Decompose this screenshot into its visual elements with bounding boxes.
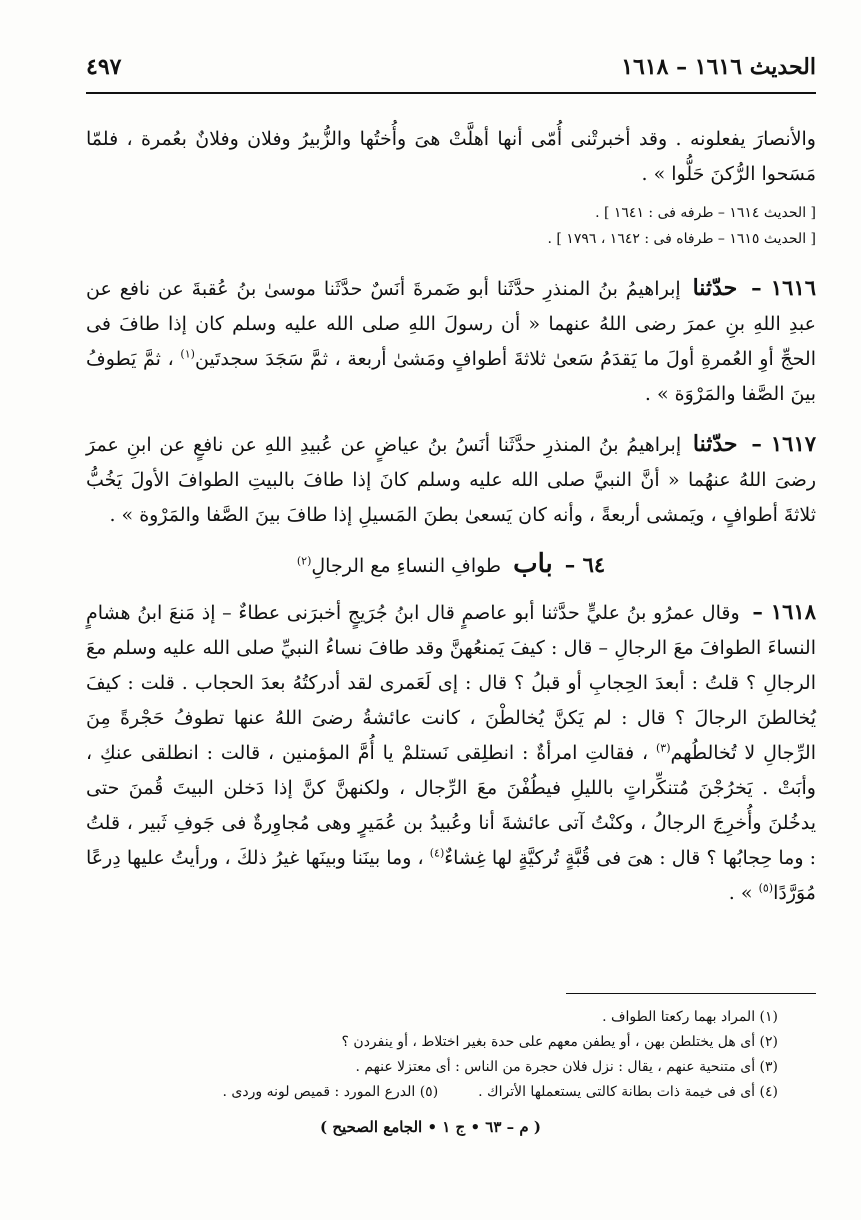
hadith-number: ١٦١٦ – (751, 275, 817, 300)
hadith-text: إبراهيمُ بنُ المنذرِ حدَّثَنا أبو ضَمرةَ أنَسٌ حدَّثَنا موسىٰ بنُ عُقبةَ عن نافع عن عبدِ اللهِ بنِ عمرَ رضى اللهُ عنهما « أن رسولَ اللهِ صلى الله عليه وسلم كان إذا طافَ فى الحجِّ أوِ العُمرةِ أولَ ما يَقدَمُ سَعىٰ ثلاثةَ أطوافٍ ومَشىٰ أربعة ، ثمَّ سَجَدَ سجدتَين (86, 278, 816, 370)
continuation-paragraph: والأنصارَ يفعلونه . وقد أخبرتْنى أُمّى أنها أهلَّتْ هىَ وأُختُها والزُّبيرُ وفلان وفلانٌ بعُمرة ، فلمّا مَسَحوا الرُّكنَ حَلُّوا » . (86, 128, 816, 185)
hadith-number: ١٦١٧ – (751, 431, 817, 456)
chapter-title: طوافِ النساءِ مع الرجالِ (311, 555, 502, 577)
hadith-text-end: » . (728, 882, 753, 904)
hadith-number: ١٦١٨ – (752, 599, 816, 624)
footnote-marker[interactable]: (٣) (655, 741, 671, 755)
footnote-marker[interactable]: (٥) (758, 881, 774, 895)
hadith-text: إبراهيمُ بنُ المنذرِ حدَّثَنا أنَسُ بنُ عياضٍ عن عُبيدِ اللهِ عن نافعٍ عن ابنِ عمرَ رضىَ اللهُ عنهُما « أنَّ النبيَّ صلى الله عليه وسلم كانَ إذا طافَ بالبيتِ الطوافَ الأولَ يَخُبُّ ثلاثةَ أطوافٍ ، ويَمشى أربعةً ، وأنه كان يَسعىٰ بطنَ المَسيلِ إذا طافَ بينَ الصَّفا والمَرْوة » . (86, 434, 816, 526)
chapter-bab-word: باب (513, 549, 553, 579)
haddathana-word: حدّثنا (692, 431, 738, 457)
hadith-text-c: ، وما بينَنا وبينَها غيرُ ذلكَ ، ورأيتُ عليها دِرعًا مُوَرَّدًا (86, 847, 816, 904)
footnotes (86, 1005, 816, 1105)
hadith-1616 (86, 270, 816, 412)
cross-reference-1614: [ الحديث ١٦١٤ – طرفه فى : ١٦٤١ ] . (595, 205, 816, 221)
chapter-number: ٦٤ – (564, 552, 606, 577)
footnote-1: (١) المراد بهما ركعتا الطواف . (602, 1009, 778, 1025)
chapter-heading (86, 547, 816, 584)
main-text (86, 122, 816, 925)
footnotes-4-5 (86, 1080, 816, 1105)
cross-references (86, 200, 816, 252)
footnote-2: (٢) أى هل يختلطن بهن ، أو يطفن معهم على حدة بغير اختلاط ، أو ينفردن ؟ (341, 1034, 778, 1050)
footnote-5: (٥) الدرع المورد : قميص لونه وردى . (222, 1084, 439, 1100)
haddathana-word: حدّثنا (692, 275, 738, 301)
footnote-marker[interactable]: (٢) (296, 554, 312, 568)
hadith-text-end: ، ثمَّ يَطوفُ بينَ الصَّفا والمَرْوَة » . (86, 348, 816, 405)
running-title: الحديث ١٦١٦ – ١٦١٨ (621, 54, 816, 80)
page-number: ٤٩٧ (86, 54, 122, 80)
footnote-4: (٤) أى فى خيمة ذات بطانة كالتى يستعملها الأتراك . (478, 1084, 778, 1100)
footnote-divider (566, 993, 816, 994)
footnote-3: (٣) أى متنحية عنهم ، يقال : نزل فلان حجرة من الناس : أى معتزلا عنهم . (355, 1059, 778, 1075)
printer-signature: ( م – ٦٣ • ج ١ • الجامع الصحيح ) (320, 1118, 541, 1136)
hadith-1617 (86, 426, 816, 533)
page-header (86, 52, 816, 94)
cross-reference-1615: [ الحديث ١٦١٥ – طرفاه فى : ١٦٤٢ ، ١٧٩٦ ] . (547, 231, 816, 247)
hadith-1618 (86, 594, 816, 911)
hadith-text-a: وقال عمرُو بنُ عليٍّ حدَّثنا أبو عاصمٍ قال ابنُ جُرَيجٍ أخبرَنى عطاءٌ – إذ مَنعَ ابنُ هشامٍ النساءَ الطوافَ معَ الرجالِ – قال : كيفَ يَمنعُهنَّ وقد طافَ نساءُ النبيِّ صلى الله عليه وسلم معَ الرجالِ ؟ قلتُ : أبعدَ الحِجابِ أو قبلُ ؟ قال : إى لَعَمرى لقد أدركتُهُ بعدَ الحجاب . قلت : كيفَ يُخالطنَ الرجالَ ؟ قال : لم يَكنَّ يُخالطْنَ ، كانت عائشةُ رضىَ اللهُ عنها تطوفُ حَجْرةً مِنَ الرِّجالِ لا تُخالطُهم (86, 602, 817, 764)
hadith-text-b: ، فقالتِ امرأةٌ : انطلِقى نَستلمْ يا أُمَّ المؤمنين ، قالت : انطلقى عنكِ ، وأبَتْ . يَخرُجْنَ مُتنكِّراتٍ بالليلِ فيطُفْنَ معَ الرِّجال ، ولكنهنَّ كنَّ إذا دَخلن البيتَ قُمنَ حتى يدخُلنَ وأُخرِجَ الرجالُ ، وكنْتُ آتى عائشةَ أنا وعُبيدُ بن عُمَيرٍ وهى مُجاوِرةٌ فى جَوفِ ثَبير ، قلتُ : وما حِجابُها ؟ قال : هىَ فى قُبَّةٍ تُركيَّةٍ لها غِشاءٌ (86, 742, 816, 869)
footnote-marker[interactable]: (١) (180, 347, 195, 361)
footnote-marker[interactable]: (٤) (429, 846, 445, 860)
